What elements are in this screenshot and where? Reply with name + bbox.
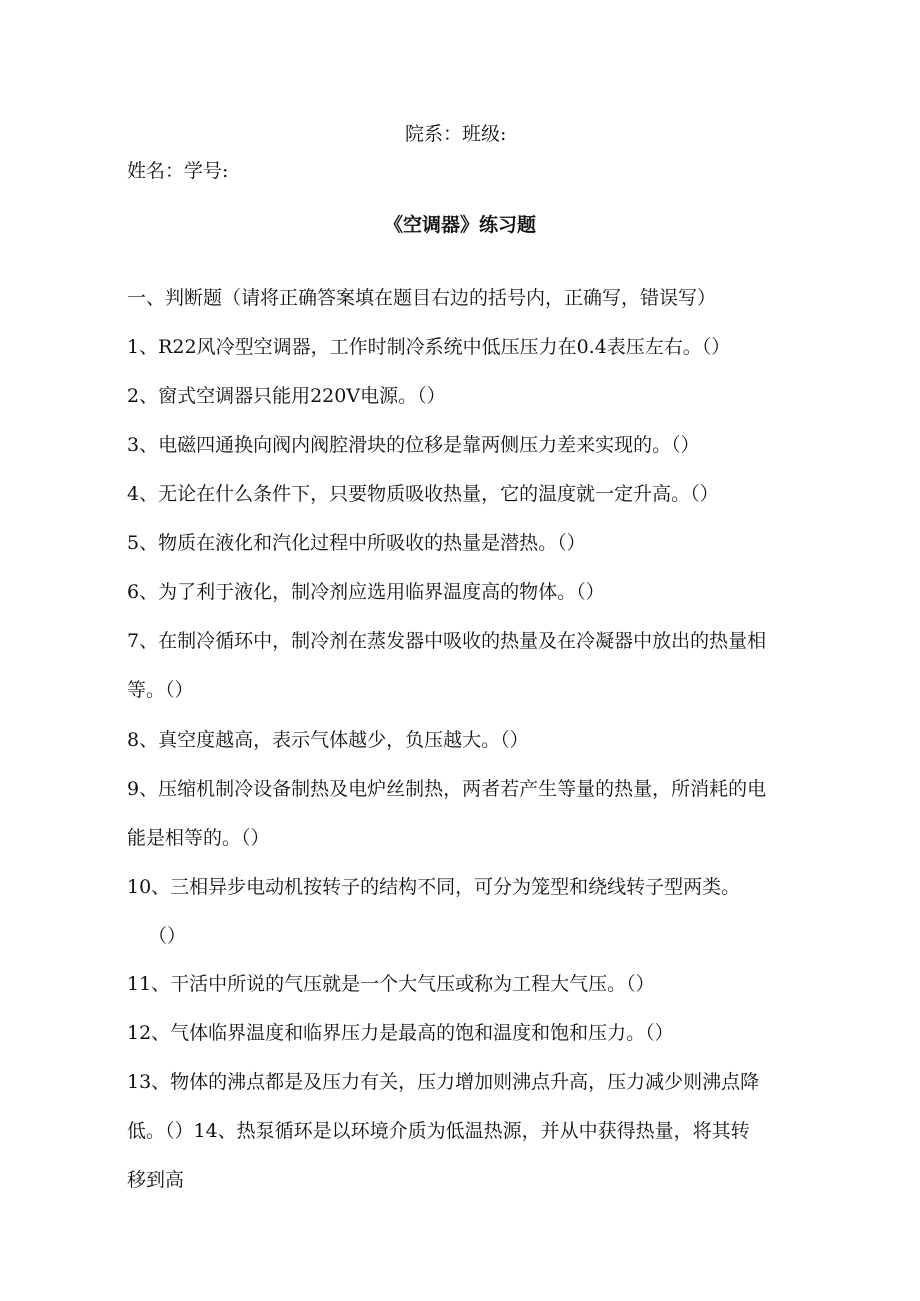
- question-line-continued: 能是相等的。（）: [127, 827, 270, 849]
- question-line: 12、气体临界温度和临界压力是最高的饱和温度和饱和压力。（）: [127, 1022, 674, 1044]
- question-line: 10、三相异步电动机按转子的结构不同，可分为笼型和绕线转子型两类。: [127, 876, 741, 898]
- question-line: 13、物体的沸点都是及压力有关，压力增加则沸点升高，压力减少则沸点降: [127, 1071, 760, 1093]
- section-heading: 一、判断题（请将正确答案填在题目右边的括号内，正确写，错误写）: [127, 287, 717, 309]
- question-line: 5、物质在液化和汽化过程中所吸收的热量是潜热。（）: [127, 532, 586, 554]
- question-line-continued: 移到高: [127, 1169, 185, 1191]
- department-class-label: 院系：班级:: [405, 123, 507, 145]
- question-line: 7、在制冷循环中，制冷剂在蒸发器中吸收的热量及在冷凝器中放出的热量相: [127, 630, 767, 652]
- question-line: 11、干活中所说的气压就是一个大气压或称为工程大气压。（）: [127, 973, 655, 995]
- question-line: 6、为了利于液化，制冷剂应选用临界温度高的物体。（）: [127, 581, 605, 603]
- question-line-continued: 低。（）14、热泵循环是以环境介质为低温热源，并从中获得热量，将其转: [127, 1120, 750, 1142]
- question-line: 3、电磁四通换向阀内阀腔滑块的位移是靠两侧压力差来实现的。（）: [127, 434, 700, 456]
- question-line: 4、无论在什么条件下，只要物质吸收热量，它的温度就一定升高。（）: [127, 483, 719, 505]
- question-line: 9、压缩机制冷设备制热及电炉丝制热，两者若产生等量的热量，所消耗的电: [127, 778, 767, 800]
- question-line-continued: 等。（）: [127, 679, 194, 701]
- question-line-continued: （）: [148, 925, 187, 947]
- document-title: 《空调器》练习题: [383, 214, 536, 236]
- question-line: 1、R22风冷型空调器，工作时制冷系统中低压压力在0.4表压左右。（）: [127, 336, 731, 358]
- question-line: 8、真空度越高，表示气体越少，负压越大。（）: [127, 729, 529, 751]
- name-student-id-label: 姓名：学号:: [127, 160, 229, 182]
- question-line: 2、窗式空调器只能用220V电源。（）: [127, 385, 446, 407]
